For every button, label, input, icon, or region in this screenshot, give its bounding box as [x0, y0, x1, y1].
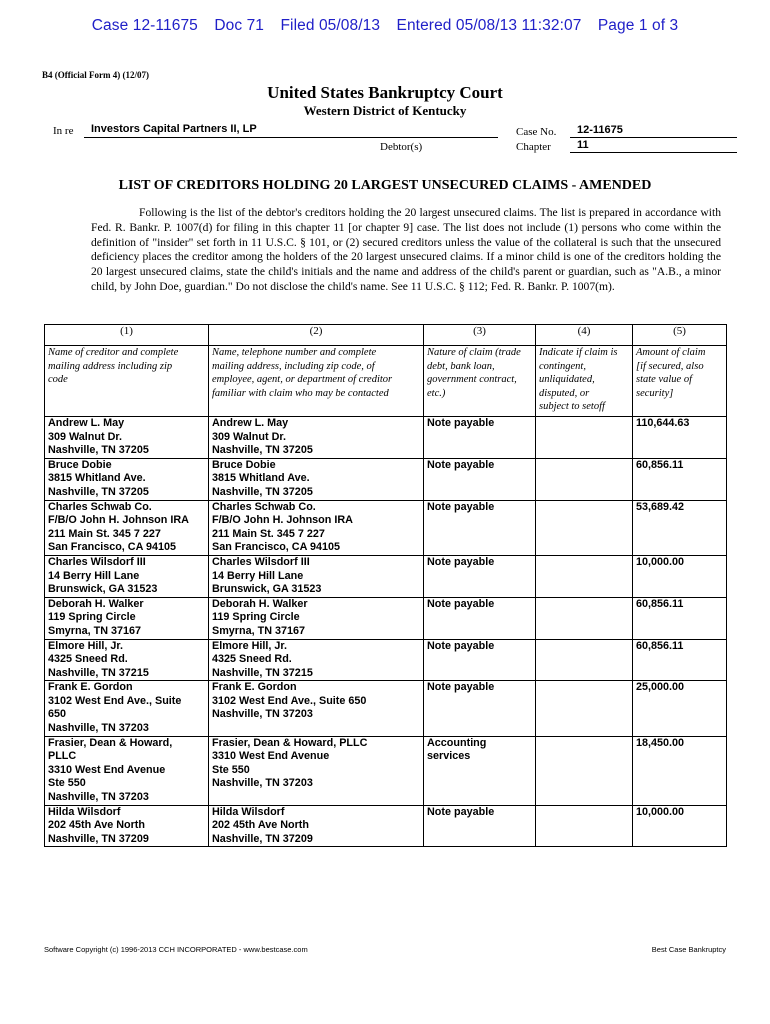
footer-copyright: Software Copyright (c) 1996-2013 CCH INCORPORATED - www.bestcase.com: [44, 945, 308, 954]
nature-cell: [424, 805, 536, 847]
table-row: [45, 555, 727, 597]
nature-line: Note payable: [427, 597, 495, 610]
amount-cell: 25,000.00: [633, 681, 727, 736]
case-no-label: Case No.: [516, 126, 557, 138]
creditor-line: Nashville, TN 37215: [48, 666, 149, 679]
contact-line: Nashville, TN 37203: [212, 708, 313, 721]
nature-line: services: [427, 750, 471, 763]
court-filing-stamp: [0, 17, 770, 35]
contact-line: Nashville, TN 37203: [212, 777, 313, 790]
creditor-cell: [45, 417, 209, 459]
creditor-line: Hilda Wilsdorf: [48, 805, 121, 818]
creditor-line: 650: [48, 708, 67, 721]
stamp-case: Case 12-11675: [91, 17, 198, 34]
creditor-line: 119 Spring Circle: [48, 611, 136, 624]
stamp-doc: Doc 71: [214, 17, 265, 34]
nature-line: Note payable: [427, 805, 495, 818]
column-header-line: unliquidated,: [539, 374, 595, 385]
nature-line: Note payable: [427, 500, 495, 513]
contact-line: Smyrna, TN 37167: [212, 624, 306, 637]
column-header-line: Name, telephone number and complete: [212, 347, 377, 358]
indicator-cell: [536, 805, 633, 847]
table-row: [45, 417, 727, 459]
creditor-line: Nashville, TN 37205: [48, 485, 149, 498]
contact-line: Frasier, Dean & Howard, PLLC: [212, 736, 368, 749]
contact-line: 211 Main St. 345 7 227: [212, 527, 325, 540]
column-header-line: security]: [636, 387, 674, 399]
column-header-line: government contract,: [427, 374, 517, 385]
column-header-line: Amount of claim: [636, 347, 706, 358]
creditor-line: Nashville, TN 37209: [48, 832, 149, 845]
contact-cell: [209, 805, 424, 847]
contact-line: Charles Wilsdorf III: [212, 555, 310, 568]
column-number: (1): [45, 325, 209, 346]
creditor-cell: [45, 597, 209, 639]
indicator-cell: [536, 639, 633, 681]
contact-cell: [209, 681, 424, 736]
nature-line: Note payable: [427, 639, 495, 652]
contact-line: Deborah H. Walker: [212, 597, 308, 610]
case-number: 12-11675: [570, 124, 737, 138]
table-row: [45, 597, 727, 639]
creditor-line: Elmore Hill, Jr.: [48, 639, 124, 652]
creditor-cell: [45, 500, 209, 555]
nature-cell: [424, 639, 536, 681]
creditor-line: Andrew L. May: [48, 417, 125, 429]
contact-cell: [209, 736, 424, 805]
creditor-line: 14 Berry Hill Lane: [48, 569, 140, 582]
nature-line: Note payable: [427, 458, 495, 471]
contact-line: 3815 Whitland Ave.: [212, 472, 310, 485]
creditor-cell: [45, 805, 209, 847]
creditor-line: Charles Schwab Co.: [48, 500, 152, 513]
contact-cell: [209, 500, 424, 555]
column-header: [424, 346, 536, 417]
nature-line: Note payable: [427, 417, 495, 429]
column-header-line: subject to setoff: [539, 401, 605, 412]
contact-cell: [209, 639, 424, 681]
indicator-cell: [536, 500, 633, 555]
column-number: (2): [209, 325, 424, 346]
creditor-cell: [45, 681, 209, 736]
amount-cell: 10,000.00: [633, 805, 727, 847]
contact-line: 4325 Sneed Rd.: [212, 653, 292, 666]
contact-line: F/B/O John H. Johnson IRA: [212, 514, 353, 527]
amount-cell: 18,450.00: [633, 736, 727, 805]
column-header-line: [if secured, also: [636, 360, 704, 372]
column-header: [209, 346, 424, 417]
creditor-line: Deborah H. Walker: [48, 597, 144, 610]
indicator-cell: [536, 736, 633, 805]
contact-line: Charles Schwab Co.: [212, 500, 316, 513]
contact-line: 3310 West End Avenue: [212, 750, 330, 763]
contact-cell: [209, 555, 424, 597]
nature-line: Note payable: [427, 555, 495, 568]
column-header-line: state value of: [636, 374, 692, 385]
in-re-label: In re: [53, 125, 74, 137]
indicator-cell: [536, 681, 633, 736]
indicator-cell: [536, 555, 633, 597]
column-number: (3): [424, 325, 536, 346]
creditor-cell: [45, 639, 209, 681]
creditor-line: San Francisco, CA 94105: [48, 541, 177, 554]
contact-line: Nashville, TN 37209: [212, 832, 313, 845]
table-row: [45, 639, 727, 681]
nature-cell: [424, 597, 536, 639]
footer-brand: Best Case Bankruptcy: [651, 945, 726, 954]
document-title: LIST OF CREDITORS HOLDING 20 LARGEST UNSECURED CLAIMS - AMENDED: [118, 178, 652, 193]
contact-line: Nashville, TN 37215: [212, 666, 313, 679]
column-header-line: mailing address including zip: [48, 360, 173, 372]
creditor-line: F/B/O John H. Johnson IRA: [48, 514, 189, 527]
column-header-line: Name of creditor and complete: [48, 347, 179, 358]
creditor-line: 309 Walnut Dr.: [48, 430, 122, 443]
column-header-line: employee, agent, or department of creditor: [212, 374, 393, 385]
column-header: [536, 346, 633, 417]
amount-cell: 53,689.42: [633, 500, 727, 555]
creditor-line: 4325 Sneed Rd.: [48, 653, 128, 666]
contact-line: San Francisco, CA 94105: [212, 541, 341, 554]
column-header: [633, 346, 727, 417]
nature-cell: [424, 555, 536, 597]
indicator-cell: [536, 417, 633, 459]
creditor-line: Smyrna, TN 37167: [48, 624, 142, 637]
column-header-line: mailing address, including zip code, of: [212, 360, 375, 372]
amount-cell: 10,000.00: [633, 555, 727, 597]
nature-cell: [424, 458, 536, 500]
column-header-line: familiar with claim who may be contacted: [212, 387, 389, 399]
amount-cell: 60,856.11: [633, 458, 727, 500]
indicator-cell: [536, 597, 633, 639]
chapter-label: Chapter: [516, 141, 551, 153]
creditor-line: 3310 West End Avenue: [48, 763, 166, 776]
creditor-line: Frank E. Gordon: [48, 681, 133, 694]
indicator-cell: [536, 458, 633, 500]
table-row: [45, 500, 727, 555]
contact-line: Hilda Wilsdorf: [212, 805, 285, 818]
contact-cell: [209, 417, 424, 459]
contact-line: 202 45th Ave North: [212, 819, 310, 832]
contact-cell: [209, 597, 424, 639]
contact-line: 309 Walnut Dr.: [212, 430, 286, 443]
nature-cell: [424, 417, 536, 459]
table-row: [45, 458, 727, 500]
creditor-line: 3102 West End Ave., Suite: [48, 694, 182, 707]
contact-line: Nashville, TN 37205: [212, 485, 313, 498]
column-header-line: contingent,: [539, 360, 586, 372]
creditor-line: Nashville, TN 37203: [48, 722, 149, 735]
contact-line: 3102 West End Ave., Suite 650: [212, 694, 367, 707]
debtor-label: Debtor(s): [380, 141, 423, 153]
column-header-line: Indicate if claim is: [539, 347, 618, 358]
column-header-row: [45, 346, 727, 417]
contact-line: Bruce Dobie: [212, 458, 276, 471]
stamp-entered: Entered 05/08/13 11:32:07: [396, 17, 582, 34]
creditor-line: Frasier, Dean & Howard,: [48, 736, 173, 749]
creditors-table: [44, 324, 727, 847]
contact-line: Andrew L. May: [212, 417, 289, 429]
creditor-line: Ste 550: [48, 777, 86, 790]
column-header-line: Nature of claim (trade: [427, 347, 521, 358]
creditor-cell: [45, 736, 209, 805]
creditor-line: PLLC: [48, 750, 77, 763]
contact-line: Frank E. Gordon: [212, 681, 297, 694]
stamp-page: Page 1 of 3: [597, 17, 679, 34]
table-row: [45, 805, 727, 847]
creditor-line: 211 Main St. 345 7 227: [48, 527, 161, 540]
creditor-cell: [45, 458, 209, 500]
column-header: [45, 346, 209, 417]
column-header-line: debt, bank loan,: [427, 360, 495, 372]
column-header-line: etc.): [427, 387, 446, 399]
debtor-name: Investors Capital Partners II, LP: [84, 123, 498, 138]
column-number: (5): [633, 325, 727, 346]
nature-cell: [424, 736, 536, 805]
creditor-line: Nashville, TN 37205: [48, 444, 149, 457]
column-number: (4): [536, 325, 633, 346]
chapter-number: 11: [570, 139, 737, 153]
court-name: United States Bankruptcy Court: [267, 83, 503, 102]
table-row: [45, 736, 727, 805]
nature-cell: [424, 681, 536, 736]
case-labels: [516, 125, 556, 155]
court-district: Western District of Kentucky: [303, 103, 467, 118]
amount-cell: 110,644.63: [633, 417, 727, 459]
column-number-row: [45, 325, 727, 346]
intro-paragraph: Following is the list of the debtor's creditors holding the 20 largest unsecured claims. The list is prepared in accordance with Fed. R. Bankr. P. 1007(d) for filing in this chapter 11 [or chapter 9] case. The list does not include (1) persons who come within the definition of "insider" set forth in 11 U.S.C. § 101, or (2) secured creditors unless the value of the collateral is such that the unsecured deficiency places the creditor among the holders of the 20 largest unsecured claims. If a minor child is one of the creditors holding the 20 largest unsecured claims, state the child's initials and the name and address of the child's parent or guardian, such as "A.B., a minor child, by John Doe, guardian." Do not disclose the child's name. See 11 U.S.C. § 112; Fed. R. Bankr. P. 1007(m).: [91, 206, 721, 293]
column-header-line: disputed, or: [539, 387, 590, 399]
creditor-line: Bruce Dobie: [48, 458, 112, 471]
creditor-line: Charles Wilsdorf III: [48, 555, 146, 568]
nature-cell: [424, 500, 536, 555]
stamp-filed: Filed 05/08/13: [280, 17, 381, 34]
creditor-cell: [45, 555, 209, 597]
contact-line: Brunswick, GA 31523: [212, 583, 322, 596]
contact-cell: [209, 458, 424, 500]
nature-line: Accounting: [427, 736, 487, 749]
contact-line: 119 Spring Circle: [212, 611, 300, 624]
contact-line: Nashville, TN 37205: [212, 444, 313, 457]
column-header-line: code: [48, 374, 68, 385]
table-row: [45, 681, 727, 736]
nature-line: Note payable: [427, 681, 495, 694]
amount-cell: 60,856.11: [633, 639, 727, 681]
creditor-line: Brunswick, GA 31523: [48, 583, 158, 596]
creditor-line: 202 45th Ave North: [48, 819, 146, 832]
contact-line: Elmore Hill, Jr.: [212, 639, 288, 652]
form-identifier: B4 (Official Form 4) (12/07): [42, 70, 149, 80]
amount-cell: 60,856.11: [633, 597, 727, 639]
creditor-line: 3815 Whitland Ave.: [48, 472, 146, 485]
contact-line: 14 Berry Hill Lane: [212, 569, 304, 582]
creditor-line: Nashville, TN 37203: [48, 791, 149, 804]
contact-line: Ste 550: [212, 763, 250, 776]
